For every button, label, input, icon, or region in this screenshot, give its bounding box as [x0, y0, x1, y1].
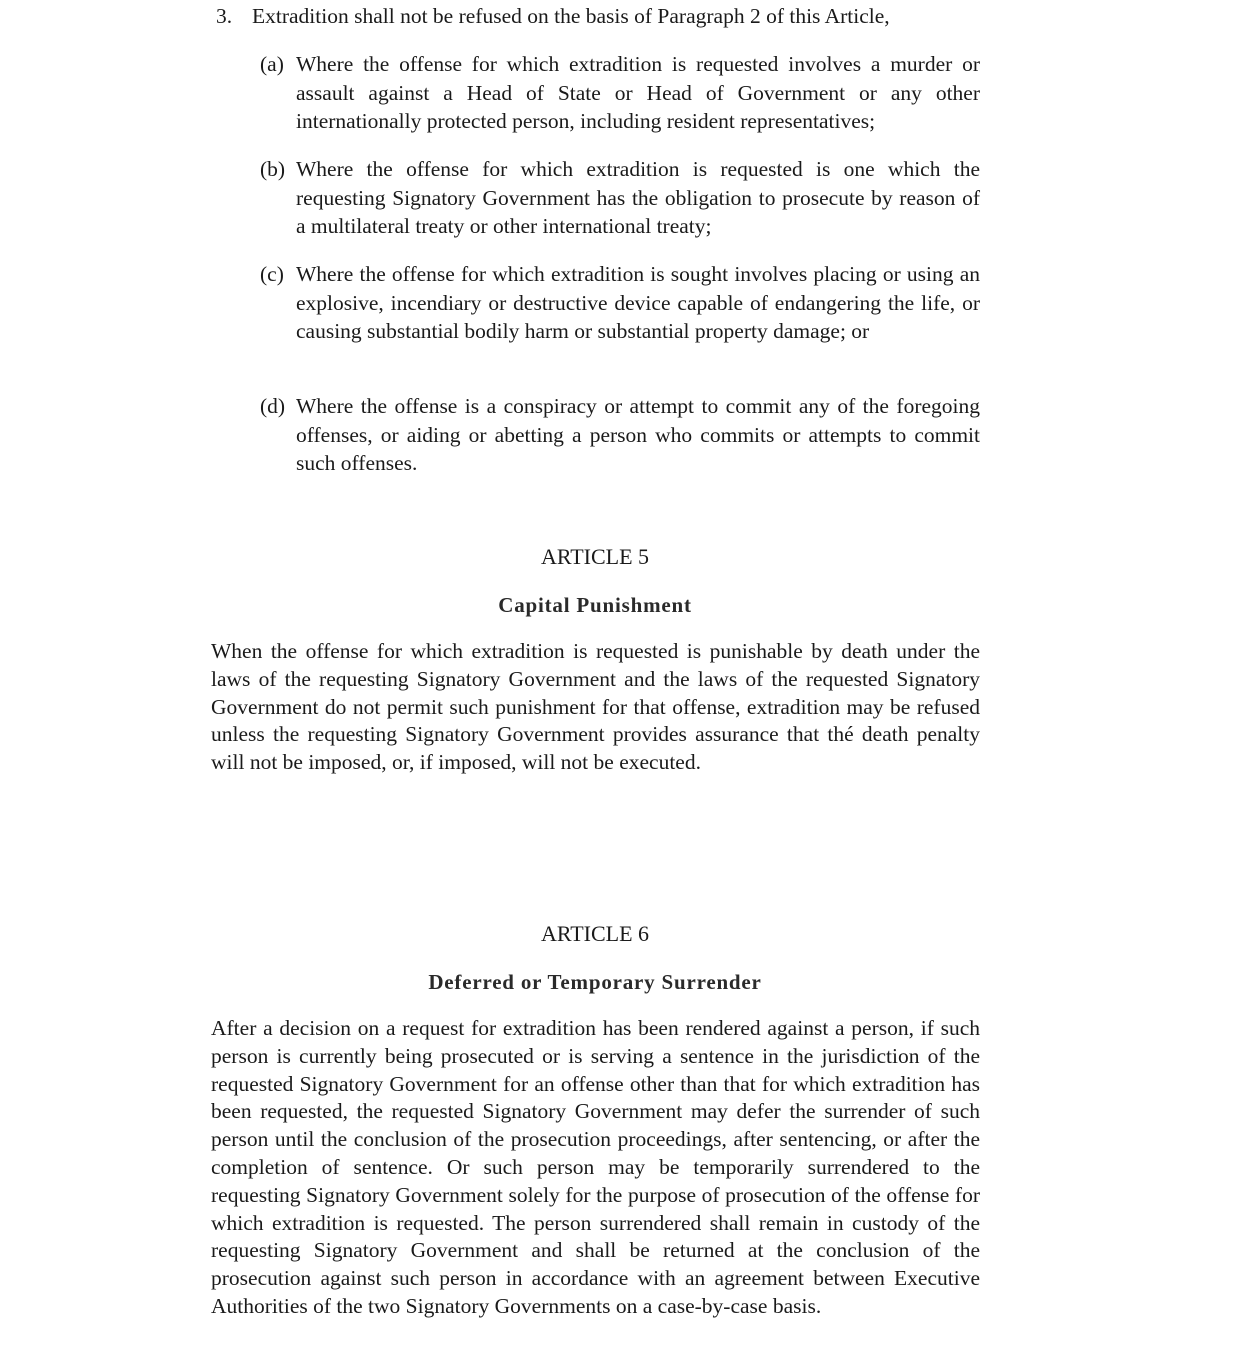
sub-item-marker: (c) — [260, 262, 284, 286]
sub-item-text: Where the offense for which extradition is requested involves a murder or assault against a Head of State or Head of Government or any other internationally protected person, including resident representatives; — [296, 52, 980, 133]
sub-item-text: Where the offense for which extradition is requested is one which the requesting Signatory Government has the obligation to prosecute by reason of a multilateral treaty or other international treaty; — [296, 157, 980, 238]
sub-item-marker: (b) — [260, 157, 286, 181]
sub-item-marker: (d) — [260, 394, 286, 418]
article-5-title: Capital Punishment — [498, 593, 692, 617]
paragraph-text: Extradition shall not be refused on the basis of Paragraph 2 of this Article, — [252, 4, 890, 28]
article-5-heading: ARTICLE 5 — [540, 544, 650, 569]
article-6-heading: ARTICLE 6 — [540, 921, 650, 946]
sub-item-text: Where the offense for which extradition is sought involves placing or using an explosive, incendiary or destructive device capable of endangering the life, or causing substantial bodily harm or substantial property damage; or — [296, 262, 980, 343]
article-5-body: When the offense for which extradition is requested is punishable by death under the laws of the requesting Signatory Government and the laws of the requested Signatory Government do not permit such punishment for that offense, extradition may be refused unless the requesting Signatory Government provides assurance that thé death penalty will not be imposed, or, if imposed, will not be executed. — [211, 639, 980, 775]
sub-item-b — [260, 155, 980, 241]
paragraph-3 — [216, 2, 890, 30]
paragraph-number: 3. — [216, 4, 233, 28]
article-6-body: After a decision on a request for extradition has been rendered against a person, if such person is currently being prosecuted or is serving a sentence in the jurisdiction of the requested Signatory Government for an offense other than that for which extradition has been requested, the requested Signatory Government may defer the surrender of such person until the conclusion of the prosecution proceedings, after sentencing, or after the completion of sentence. Or such person may be temporarily surrendered to the requesting Signatory Government solely for the purpose of prosecution of the offense for which extradition is requested. The person surrendered shall remain in custody of the requesting Signatory Government and shall be returned at the conclusion of the prosecution against such person in accordance with an agreement between Executive Authorities of the two Signatory Governments on a case-by-case basis. — [211, 1016, 980, 1318]
sub-item-d — [260, 392, 980, 478]
sub-item-a — [260, 50, 980, 136]
sub-item-text: Where the offense is a conspiracy or attempt to commit any of the foregoing offenses, or aiding or abetting a person who commits or attempts to commit such offenses. — [296, 394, 980, 475]
article-6-title: Deferred or Temporary Surrender — [428, 970, 762, 994]
sub-item-c — [260, 260, 980, 346]
sub-item-marker: (a) — [260, 52, 284, 76]
